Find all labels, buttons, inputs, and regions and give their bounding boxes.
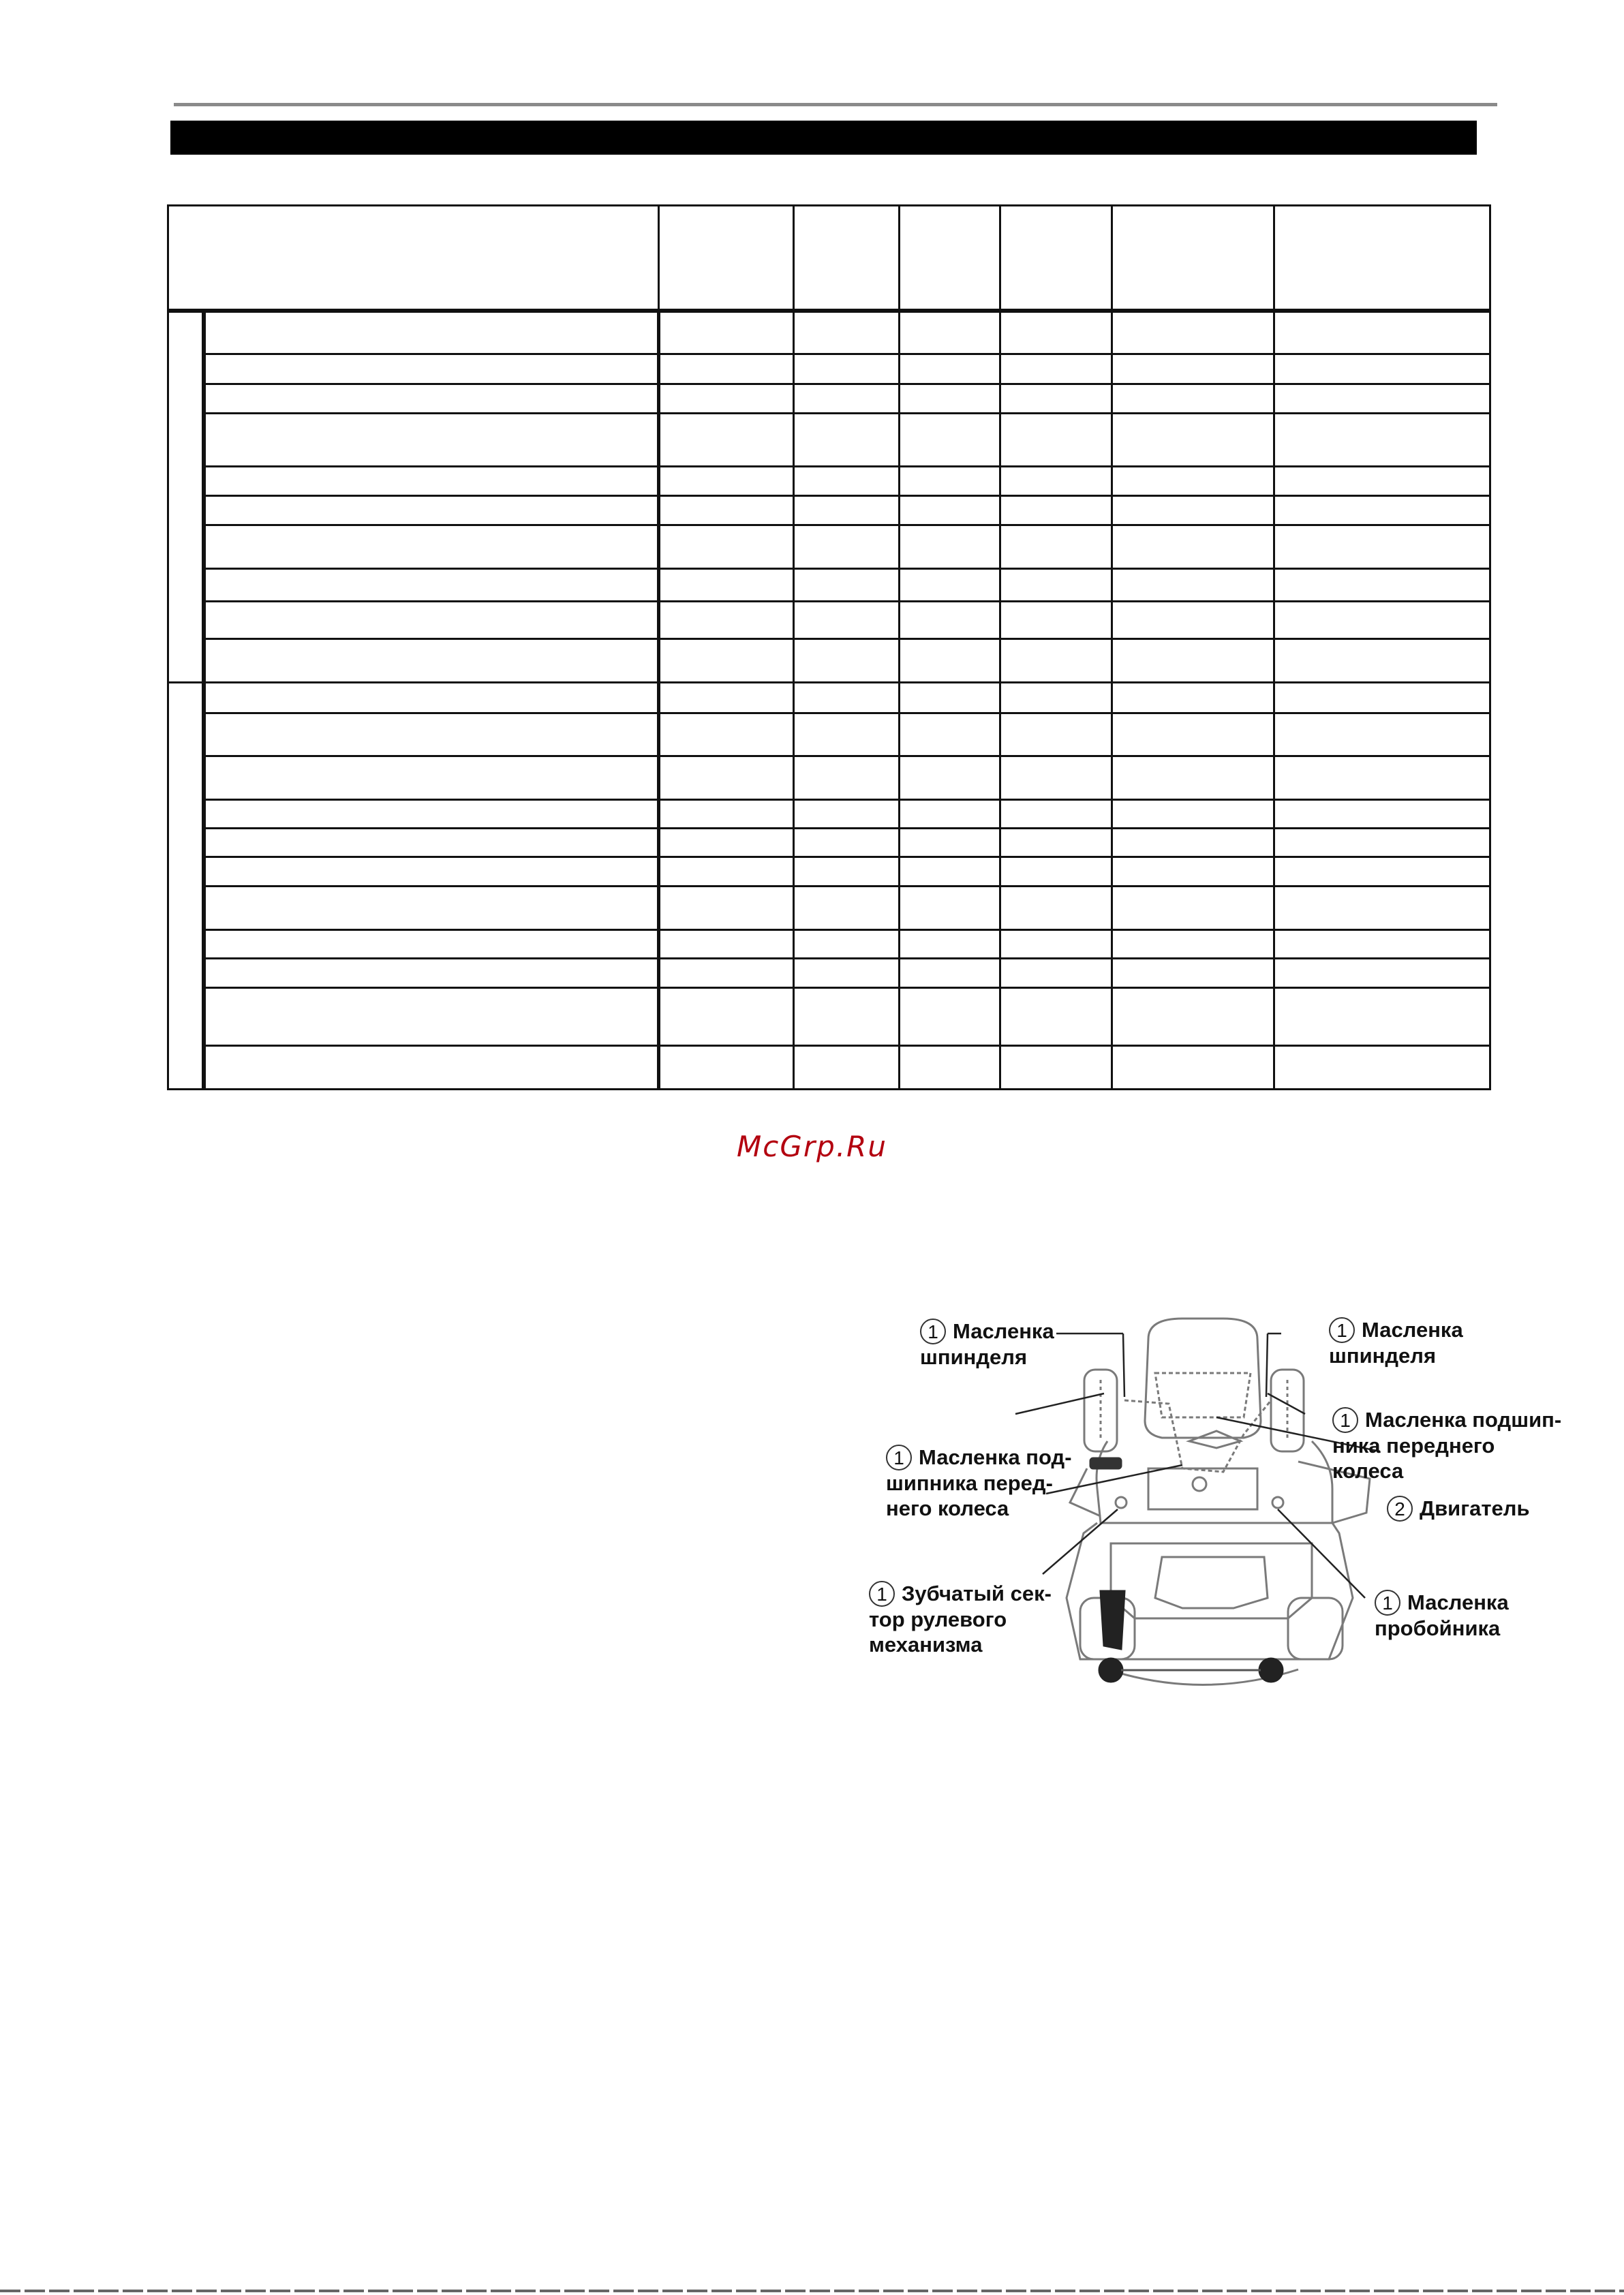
table-row xyxy=(168,525,1490,568)
callout-text: Масленка шпинделя xyxy=(920,1319,1054,1369)
callout-text: Масленка под- шипника перед- него колеса xyxy=(886,1445,1072,1520)
maintenance-schedule-table xyxy=(167,204,1489,1090)
callout-number: 1 xyxy=(920,1319,946,1344)
tractor-lubrication-diagram xyxy=(862,1298,1584,1734)
table-row xyxy=(168,354,1490,384)
table-row xyxy=(168,639,1490,682)
callout-text: Двигатель xyxy=(1420,1496,1530,1520)
callout-number: 2 xyxy=(1387,1496,1413,1522)
callout-front-wheel-bearing-left xyxy=(886,1445,1072,1521)
table-row xyxy=(168,799,1490,828)
callout-engine xyxy=(1387,1496,1530,1522)
table-row xyxy=(168,828,1490,857)
row-group-1 xyxy=(168,311,204,682)
table-row xyxy=(168,311,1490,354)
table-row xyxy=(168,602,1490,639)
table-row xyxy=(168,496,1490,525)
callout-text: Масленка пробойника xyxy=(1375,1590,1509,1640)
callout-number: 1 xyxy=(1375,1590,1400,1616)
table-header-row xyxy=(168,206,1490,311)
callout-number: 1 xyxy=(886,1445,912,1470)
callout-number: 1 xyxy=(869,1581,895,1607)
table-row xyxy=(168,756,1490,799)
table-row xyxy=(168,958,1490,987)
row-group-2 xyxy=(168,682,204,1089)
callout-number: 1 xyxy=(1332,1407,1358,1433)
table-row xyxy=(168,413,1490,466)
table-row xyxy=(168,887,1490,929)
table-row xyxy=(168,857,1490,887)
callout-spindle-right xyxy=(1329,1317,1463,1368)
table-row xyxy=(168,384,1490,413)
table-row xyxy=(168,987,1490,1045)
watermark: McGrp.Ru xyxy=(737,1130,887,1163)
section-header-bar xyxy=(170,121,1477,155)
callout-front-wheel-bearing-right xyxy=(1332,1407,1561,1483)
callout-spindle-left xyxy=(920,1319,1054,1370)
callout-punch-grease-fitting xyxy=(1375,1590,1509,1641)
bottom-rule xyxy=(0,2290,1624,2292)
callout-text: Зубчатый сек- тор рулевого механизма xyxy=(869,1582,1052,1657)
callout-text: Масленка подшип- ника переднего колеса xyxy=(1332,1408,1562,1483)
callout-text: Масленка шпинделя xyxy=(1329,1318,1463,1368)
callout-steering-sector xyxy=(869,1581,1052,1657)
table-row xyxy=(168,568,1490,601)
top-rule xyxy=(174,103,1497,106)
callout-number: 1 xyxy=(1329,1317,1355,1343)
table-row xyxy=(168,682,1490,713)
table-row xyxy=(168,713,1490,756)
table-row xyxy=(168,467,1490,496)
table-row xyxy=(168,929,1490,958)
table-row xyxy=(168,1046,1490,1090)
